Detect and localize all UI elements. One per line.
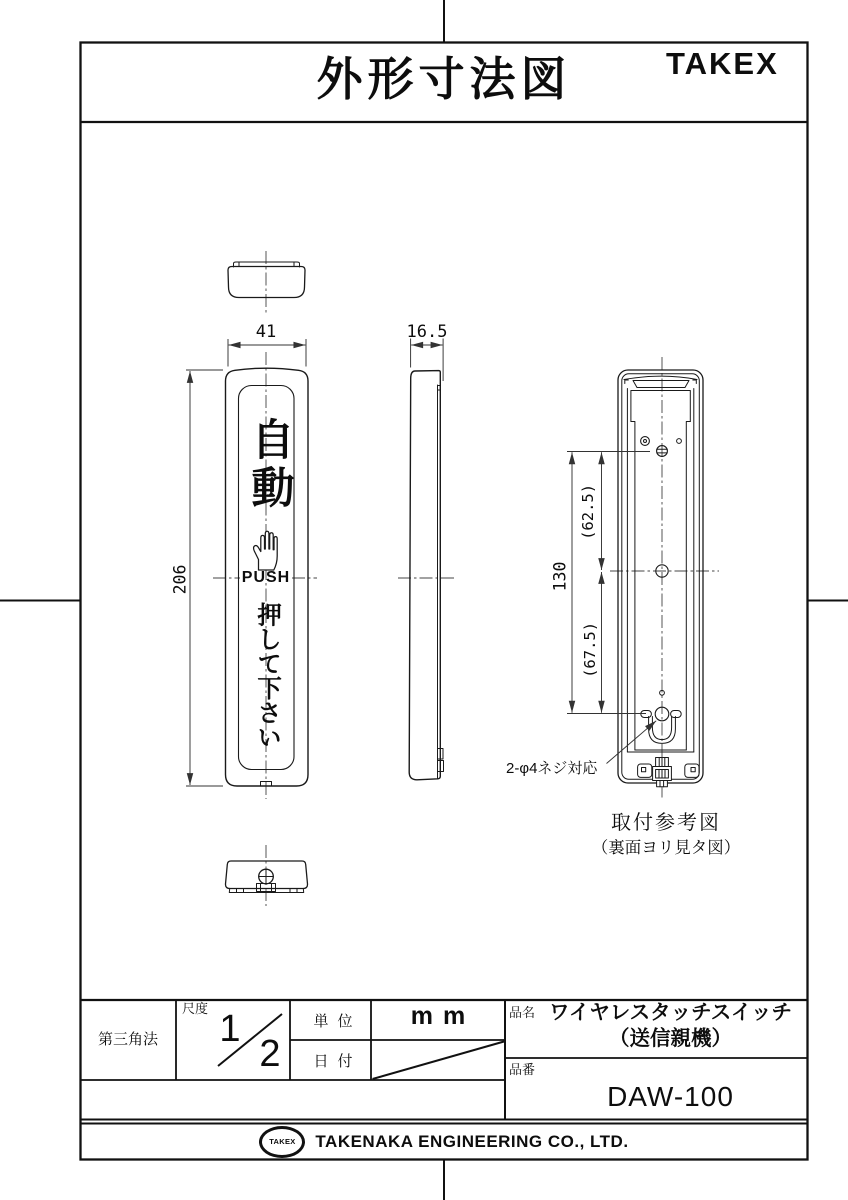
- dim-upper-span: (62.5): [579, 483, 598, 540]
- dim-lower-span: (67.5): [581, 621, 600, 678]
- front-push-label: PUSH: [241, 569, 291, 586]
- takex-oval-logo-icon: [259, 1126, 305, 1158]
- part-no-label: 品番: [509, 1062, 536, 1077]
- footer-band: [80, 1123, 808, 1160]
- part-no-value: DAW-100: [607, 1081, 734, 1112]
- dim-hole-span: 130: [550, 561, 570, 592]
- unit-value: mm: [410, 1002, 476, 1030]
- product-name-label: 品名: [509, 1005, 536, 1020]
- rear-caption-title: 取付参考図: [611, 812, 721, 834]
- unit-label: 単位: [313, 1013, 362, 1030]
- rear-caption-sub: （裏面ヨリ見タ図）: [591, 839, 741, 857]
- bottom-view: [225, 861, 307, 893]
- side-view: [409, 371, 443, 780]
- top-view: [228, 262, 305, 298]
- scale-label: 尺度: [182, 1001, 209, 1016]
- front-auto-label: 自動: [245, 417, 294, 513]
- brand-logo-text: TAKEX: [666, 46, 779, 81]
- screw-note-leader: [607, 721, 657, 764]
- product-name-line2: （送信親機）: [609, 1027, 732, 1050]
- dim-front-width: 41: [255, 322, 277, 342]
- date-label: 日付: [313, 1053, 362, 1070]
- scale-numerator: 1: [219, 1008, 241, 1050]
- sheet-title: 外形寸法図: [316, 53, 572, 105]
- rear-view: [618, 370, 703, 787]
- takex-oval-logo-text: TAKEX: [269, 1137, 296, 1146]
- projection-method: 第三角法: [97, 1031, 158, 1048]
- scale-denominator: 2: [259, 1033, 281, 1075]
- company-name: TAKENAKA ENGINEERING CO., LTD.: [315, 1131, 629, 1151]
- front-press-label: 押して下さい: [254, 602, 282, 749]
- hand-push-icon: [254, 531, 278, 570]
- product-name-line1: ワイヤレスタッチスイッチ: [549, 1001, 792, 1024]
- dim-front-height: 206: [170, 564, 190, 595]
- dim-side-depth: 16.5: [406, 322, 448, 342]
- screw-note: 2-φ4ネジ対応: [506, 760, 598, 777]
